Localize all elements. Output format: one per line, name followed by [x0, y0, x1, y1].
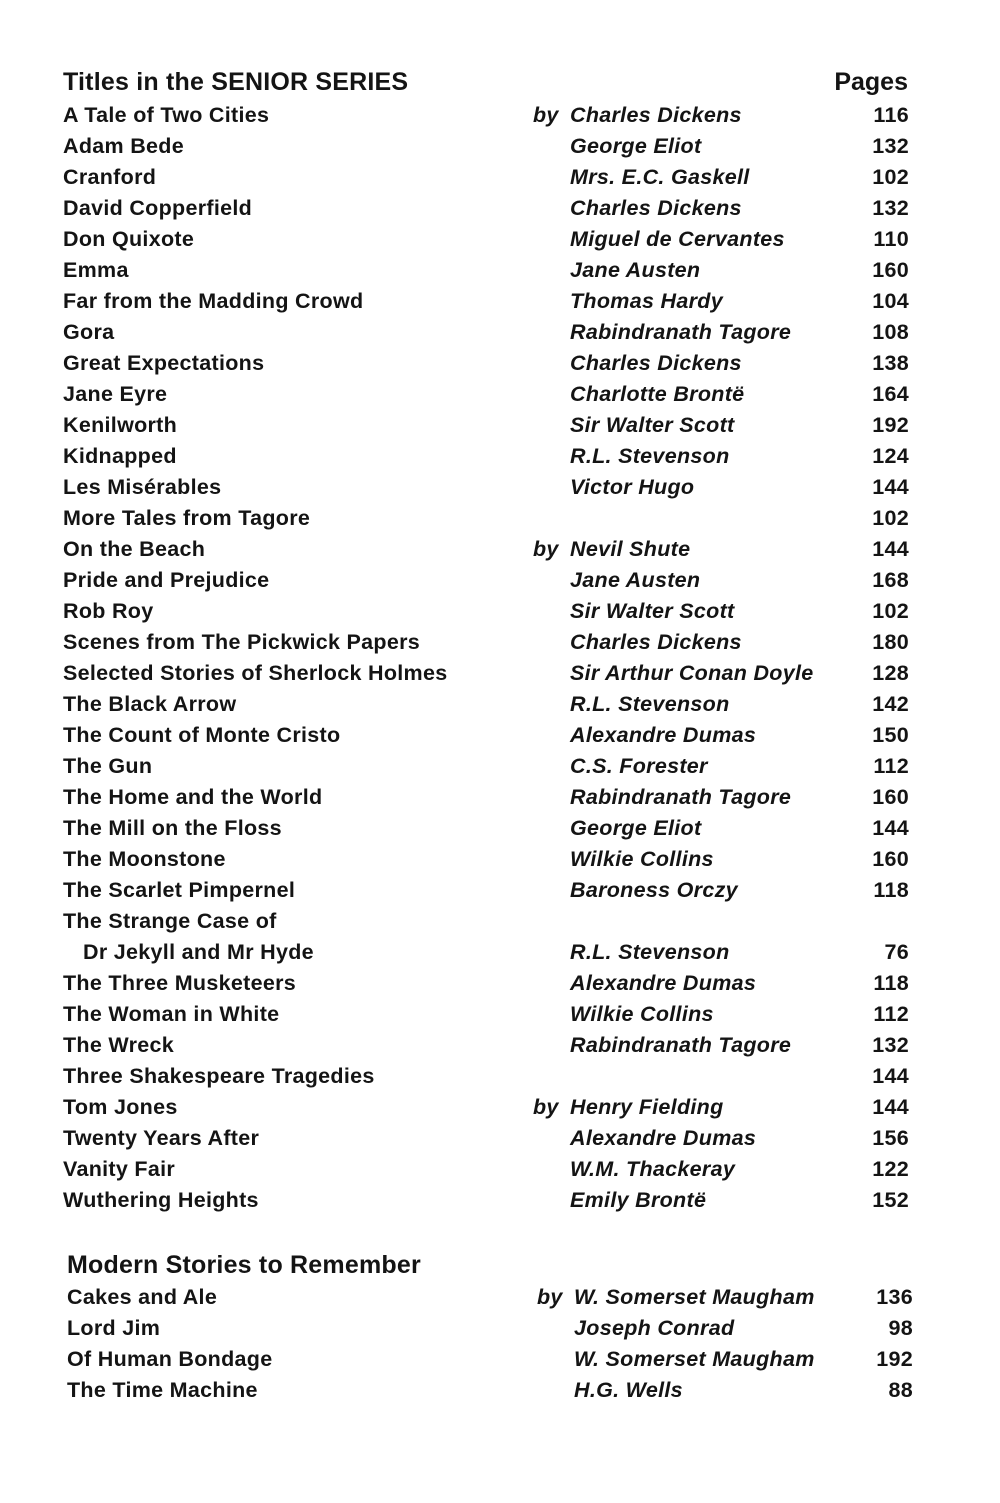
book-title: Cranford — [63, 165, 157, 189]
book-author: H.G. Wells — [574, 1378, 683, 1402]
book-author: R.L. Stevenson — [570, 692, 730, 716]
book-row — [63, 503, 909, 534]
book-author: Rabindranath Tagore — [570, 1033, 792, 1057]
page-count: 102 — [872, 506, 909, 530]
book-row — [63, 410, 909, 441]
book-author: Charles Dickens — [570, 630, 742, 654]
book-title: Les Misérables — [63, 475, 222, 499]
page-count: 142 — [872, 692, 909, 716]
book-title: The Gun — [63, 754, 153, 778]
book-title: The Time Machine — [67, 1378, 258, 1402]
page-count: 160 — [872, 785, 909, 809]
book-title: The Three Musketeers — [63, 971, 297, 995]
page-count: 128 — [872, 661, 909, 685]
book-author: W. Somerset Maugham — [574, 1285, 815, 1309]
page-count: 102 — [872, 599, 909, 623]
book-author: Charles Dickens — [570, 351, 742, 375]
book-row — [63, 1061, 909, 1092]
page-count: 132 — [872, 1033, 909, 1057]
book-row — [63, 1030, 909, 1061]
book-title: Adam Bede — [63, 134, 184, 158]
book-row — [63, 224, 909, 255]
book-author: Alexandre Dumas — [570, 971, 757, 995]
book-author: Mrs. E.C. Gaskell — [570, 165, 750, 189]
page-count: 192 — [872, 413, 909, 437]
book-author: Charles Dickens — [570, 103, 742, 127]
book-row — [63, 968, 909, 999]
book-row — [67, 1375, 913, 1406]
book-row — [63, 534, 909, 565]
page-count: 104 — [872, 289, 909, 313]
page-count: 160 — [872, 847, 909, 871]
book-row — [63, 627, 909, 658]
book-row — [63, 875, 909, 906]
book-author: Alexandre Dumas — [570, 1126, 757, 1150]
page-count: 112 — [873, 754, 909, 778]
book-title: On the Beach — [63, 537, 206, 561]
book-title: Tom Jones — [63, 1095, 178, 1119]
page-count: 136 — [876, 1285, 913, 1309]
book-author: Sir Walter Scott — [570, 599, 735, 623]
page-count: 118 — [873, 878, 909, 902]
book-author: Jane Austen — [570, 258, 701, 282]
book-title: Of Human Bondage — [67, 1347, 273, 1371]
page-count: 132 — [872, 134, 909, 158]
page-count: 112 — [873, 1002, 909, 1026]
book-title: Cakes and Ale — [67, 1285, 218, 1309]
book-title: Selected Stories of Sherlock Holmes — [63, 661, 448, 685]
page-count: 150 — [872, 723, 909, 747]
page-count: 144 — [872, 1064, 909, 1088]
book-row — [67, 1344, 913, 1375]
page-count: 124 — [872, 444, 909, 468]
book-row — [63, 906, 909, 937]
book-row — [63, 100, 909, 131]
modern-stories-heading: Modern Stories to Remember — [67, 1251, 421, 1279]
book-author: George Eliot — [570, 816, 702, 840]
book-title: The Woman in White — [63, 1002, 280, 1026]
page-count: 102 — [872, 165, 909, 189]
page-count: 116 — [873, 103, 909, 127]
book-row — [63, 131, 909, 162]
book-title: Lord Jim — [67, 1316, 161, 1340]
book-author: Wilkie Collins — [570, 1002, 714, 1026]
book-author: Rabindranath Tagore — [570, 785, 792, 809]
book-row — [63, 844, 909, 875]
book-author: W. Somerset Maugham — [574, 1347, 815, 1371]
book-title: Kenilworth — [63, 413, 178, 437]
book-title-line2: Dr Jekyll and Mr Hyde — [83, 940, 314, 964]
book-row — [67, 1313, 913, 1344]
book-row — [63, 348, 909, 379]
book-author: C.S. Forester — [570, 754, 708, 778]
book-row — [63, 565, 909, 596]
page-count: 122 — [872, 1157, 909, 1181]
book-author: Nevil Shute — [570, 537, 691, 561]
book-row — [63, 813, 909, 844]
page-count: 144 — [872, 537, 909, 561]
page-count: 164 — [872, 382, 909, 406]
senior-series-heading: Titles in the SENIOR SERIES — [63, 68, 409, 96]
book-row — [63, 379, 909, 410]
book-row — [63, 472, 909, 503]
book-author: Baroness Orczy — [570, 878, 738, 902]
book-author: Jane Austen — [570, 568, 701, 592]
book-title: David Copperfield — [63, 196, 253, 220]
book-author: W.M. Thackeray — [570, 1157, 736, 1181]
page-count: 108 — [872, 320, 909, 344]
book-title: Far from the Madding Crowd — [63, 289, 364, 313]
book-row — [63, 255, 909, 286]
book-title: The Black Arrow — [63, 692, 237, 716]
book-author: Joseph Conrad — [574, 1316, 735, 1340]
book-author: Wilkie Collins — [570, 847, 714, 871]
book-author: George Eliot — [570, 134, 702, 158]
book-title: The Mill on the Floss — [63, 816, 282, 840]
book-title: Wuthering Heights — [63, 1188, 259, 1212]
page-count: 118 — [873, 971, 909, 995]
modern-stories-list — [67, 1282, 913, 1406]
book-title: Three Shakespeare Tragedies — [63, 1064, 375, 1088]
book-author: Charlotte Brontë — [570, 382, 745, 406]
book-title: Scenes from The Pickwick Papers — [63, 630, 421, 654]
book-row — [63, 441, 909, 472]
book-author: Sir Walter Scott — [570, 413, 735, 437]
page-count: 132 — [872, 196, 909, 220]
book-author: R.L. Stevenson — [570, 444, 730, 468]
page-count: 88 — [888, 1378, 913, 1402]
book-author: Victor Hugo — [570, 475, 695, 499]
book-row — [63, 658, 909, 689]
book-author: Alexandre Dumas — [570, 723, 757, 747]
book-row — [63, 689, 909, 720]
page-count: 144 — [872, 816, 909, 840]
by-label: by — [533, 1095, 559, 1119]
book-title: Kidnapped — [63, 444, 177, 468]
book-row — [63, 782, 909, 813]
book-title: Twenty Years After — [63, 1126, 260, 1150]
by-label: by — [533, 537, 559, 561]
page-count: 152 — [872, 1188, 909, 1212]
book-row-continued — [63, 937, 909, 968]
page-count: 110 — [873, 227, 909, 251]
book-row — [67, 1282, 913, 1313]
by-label: by — [537, 1285, 563, 1309]
page-count: 160 — [872, 258, 909, 282]
book-title: The Count of Monte Cristo — [63, 723, 341, 747]
book-row — [63, 596, 909, 627]
book-row — [63, 1154, 909, 1185]
page-count: 144 — [872, 1095, 909, 1119]
book-author: R.L. Stevenson — [570, 940, 730, 964]
page-count: 98 — [888, 1316, 913, 1340]
page-count: 168 — [872, 568, 909, 592]
book-title: Emma — [63, 258, 129, 282]
book-row — [63, 162, 909, 193]
book-author: Rabindranath Tagore — [570, 320, 792, 344]
book-row — [63, 751, 909, 782]
page-count: 156 — [872, 1126, 909, 1150]
book-row — [63, 999, 909, 1030]
book-author: Sir Arthur Conan Doyle — [570, 661, 814, 685]
book-title: The Wreck — [63, 1033, 175, 1057]
book-author: Emily Brontë — [570, 1188, 707, 1212]
book-title: The Strange Case of — [63, 909, 277, 933]
book-row — [63, 193, 909, 224]
book-title: More Tales from Tagore — [63, 506, 311, 530]
book-row — [63, 1185, 909, 1216]
book-row — [63, 286, 909, 317]
book-title: Rob Roy — [63, 599, 154, 623]
book-author: Henry Fielding — [570, 1095, 724, 1119]
page-count: 76 — [884, 940, 909, 964]
book-row — [63, 1092, 909, 1123]
book-row — [63, 1123, 909, 1154]
book-author: Charles Dickens — [570, 196, 742, 220]
book-row — [63, 720, 909, 751]
book-title: Vanity Fair — [63, 1157, 176, 1181]
book-title: Great Expectations — [63, 351, 265, 375]
book-title: The Home and the World — [63, 785, 323, 809]
page-count: 180 — [872, 630, 909, 654]
senior-series-list — [63, 100, 909, 1216]
book-title: Jane Eyre — [63, 382, 168, 406]
page-count: 192 — [876, 1347, 913, 1371]
book-title: Gora — [63, 320, 115, 344]
book-title: The Scarlet Pimpernel — [63, 878, 296, 902]
page-count: 144 — [872, 475, 909, 499]
book-title: The Moonstone — [63, 847, 226, 871]
page-count: 138 — [872, 351, 909, 375]
book-author: Thomas Hardy — [570, 289, 723, 313]
by-label: by — [533, 103, 559, 127]
book-author: Miguel de Cervantes — [570, 227, 785, 251]
pages-column-heading: Pages — [834, 68, 908, 96]
book-title: Pride and Prejudice — [63, 568, 270, 592]
book-title: A Tale of Two Cities — [63, 103, 270, 127]
book-row — [63, 317, 909, 348]
book-title: Don Quixote — [63, 227, 195, 251]
